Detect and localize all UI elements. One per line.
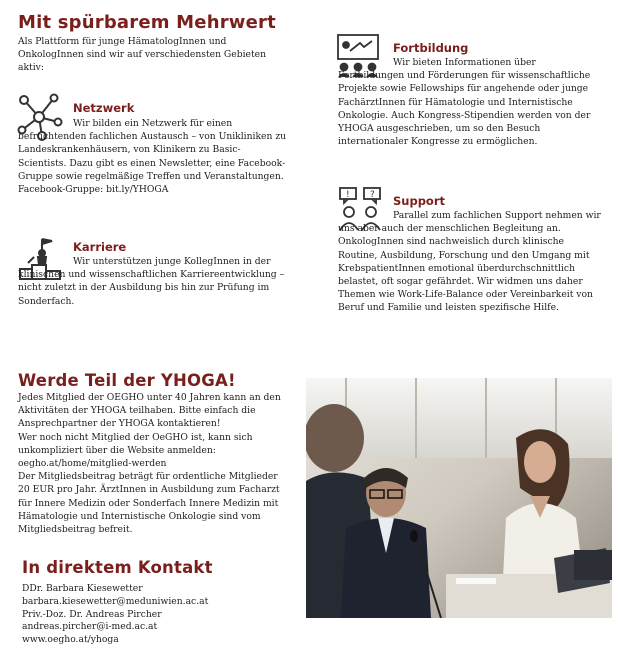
karriere-body: Wir unterstützen junge KollegInnen in der klinischen und wissenschaftlichen Karriereentwicklung – nicht zuletzt in der Ausbildung bis hin zur Prüfung im Sonderfach.: [18, 256, 285, 307]
contact-block: [22, 583, 282, 647]
join-text: [18, 391, 284, 536]
fortbildung-body: Wir bieten Informationen über Fortbildungen und Förderungen für wissenschaftliche Projekte sowie Fellowships für angehende oder junge FachärztInnen für Hämatologie und Internistische Onkologie. Auch Kongress-Stipendien werden von der YHOGA ausgeschrieben, um so den Besuch internationaler Kongresse zu ermöglichen.: [338, 57, 591, 148]
section-title-mehrwert: Mit spürbarem Mehrwert: [18, 12, 276, 33]
fortbildung-text: [338, 56, 604, 148]
netzwerk-text: [18, 117, 288, 196]
svg-text:?: ?: [370, 190, 375, 200]
join-paragraph-3: Der Mitgliedsbeitrag beträgt für ordentliche Mitglieder 20 EUR pro Jahr. ÄrztInnen in Ausbildung zum Facharzt für Innere Medizin oder Sonderfach Innere Medizin mit Hämatologie und Internistische Onkologie sind vom Mitgliedsbeitrag befreit.: [18, 471, 280, 536]
svg-text:!: !: [346, 190, 350, 200]
contact-email-1[interactable]: barbara.kiesewetter@meduniwien.ac.at: [22, 595, 209, 607]
join-title: Werde Teil der YHOGA!: [18, 371, 236, 390]
contact-email-2[interactable]: andreas.pircher@i-med.ac.at: [22, 621, 158, 633]
karriere-text: [18, 255, 288, 308]
karriere-heading: Karriere: [73, 240, 127, 254]
contact-title: In direktem Kontakt: [22, 558, 213, 577]
membership-link[interactable]: oegho.at/home/mitglied-werden: [18, 458, 167, 470]
join-paragraph-2: Wer noch nicht Mitglied der OeGHO ist, kann sich unkompliziert über die Website anmelden:: [18, 431, 253, 456]
support-text: [338, 209, 604, 315]
support-heading: Support: [393, 194, 446, 208]
join-paragraph-1: Jedes Mitglied der OEGHO unter 40 Jahren kann an den Aktivitäten der YHOGA teilhaben. Bitte einfach die Ansprechpartner der YHOGA kontaktieren!: [18, 392, 281, 430]
netzwerk-body: Wir bilden ein Netzwerk für einen befruchtenden fachlichen Austausch – von Unikliniken zu Landeskrankenhäusern, von Klinikern zu Basic-Scientists. Dazu gibt es einen Newsletter, eine Facebook-Gruppe sowie regelmäßige Treffen und Veranstaltungen.: [18, 118, 287, 182]
contact-website[interactable]: www.oegho.at/yhoga: [22, 634, 119, 646]
intro-text: Als Plattform für junge HämatologInnen und OnkologInnen sind wir auf verschiedensten Gebieten aktiv:: [18, 36, 267, 74]
fortbildung-heading: Fortbildung: [393, 41, 469, 55]
support-body: Parallel zum fachlichen Support nehmen wir uns aber auch der menschlichen Begleitung an. OnkologInnen sind nachweislich durch klinische Routine, Ausbildung, Forschung und den Umgang mit KrebspatientInnen emotional überdurchschnittlich belastet, oft sogar gefährdet. Wir widmen uns daher Themen wie Work-Life-Balance oder Vereinbarkeit von Beruf und Familie und leisten spezifische Hilfe.: [338, 210, 601, 314]
facebook-group-link[interactable]: Facebook-Gruppe: bit.ly/YHOGA: [18, 184, 169, 196]
conference-photo: [306, 378, 612, 618]
contact-name-2: Priv.-Doz. Dr. Andreas Pircher: [22, 608, 162, 620]
contact-name-1: DDr. Barbara Kiesewetter: [22, 583, 143, 594]
netzwerk-heading: Netzwerk: [73, 101, 135, 115]
